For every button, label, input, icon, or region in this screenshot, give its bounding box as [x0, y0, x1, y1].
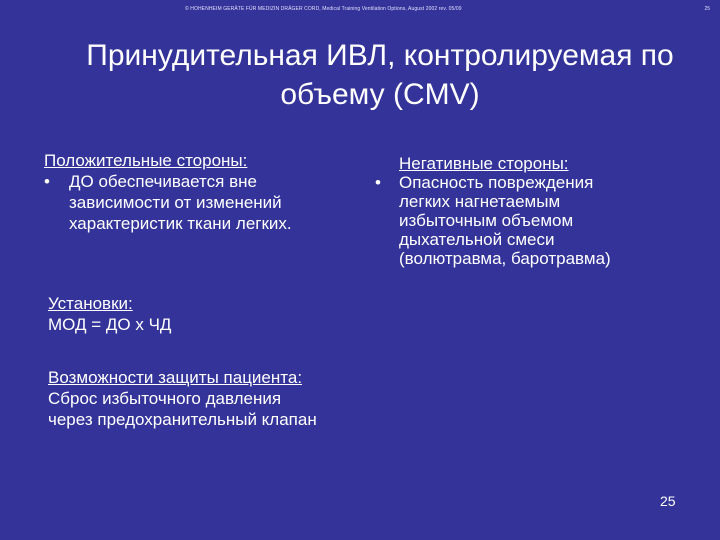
bullet-icon: •	[44, 172, 50, 191]
header-page-number: 25	[704, 6, 710, 12]
positive-bullet	[32, 171, 372, 234]
settings-heading: Установки:	[48, 294, 133, 313]
slide-title-line2: объему (CMV)	[280, 78, 480, 111]
negative-heading: Негативные стороны:	[399, 154, 569, 173]
bullet-icon: •	[375, 173, 381, 192]
positive-line: ДО обеспечивается вне	[69, 172, 257, 191]
settings-block	[48, 293, 171, 335]
protection-line: Сброс избыточного давления	[48, 389, 282, 408]
negative-line: избыточным объемом	[399, 211, 574, 230]
protection-block	[48, 367, 317, 430]
settings-formula: МОД = ДО х ЧД	[48, 315, 172, 334]
positive-text	[69, 171, 292, 234]
negative-line: Опасность повреждения	[399, 173, 594, 192]
slide-title	[40, 36, 720, 114]
protection-heading: Возможности защиты пациента:	[48, 368, 303, 387]
protection-line: через предохранительный клапан	[48, 410, 317, 429]
negative-line: легких нагнетаемым	[399, 192, 561, 211]
positive-line: характеристик ткани легких.	[69, 214, 292, 233]
negative-column	[375, 154, 715, 268]
slide-title-line1: Принудительная ИВЛ, контролируемая по	[86, 39, 674, 72]
positive-line: зависимости от изменений	[69, 193, 282, 212]
negative-text	[399, 173, 611, 268]
positive-heading: Положительные стороны:	[44, 151, 248, 170]
positive-column	[32, 150, 372, 234]
page-number: 25	[660, 493, 676, 509]
negative-line: (волютравма, баротравма)	[399, 249, 611, 268]
negative-line: дыхательной смеси	[399, 230, 555, 249]
negative-bullet	[375, 173, 715, 268]
header-copyright: © HOHENHEIM GERÄTE FÜR MEDIZIN DRÄGER CORD, Medical Training Ventilation Options, August 2002 rev. 05/09	[185, 6, 462, 12]
